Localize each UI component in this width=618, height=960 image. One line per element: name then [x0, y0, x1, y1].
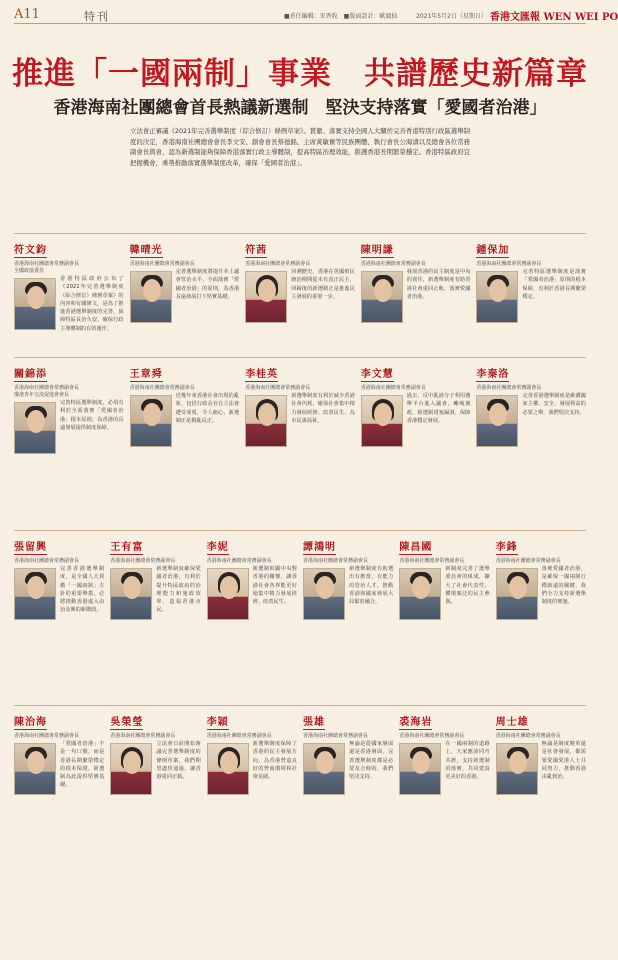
profile-name: 陳明謙	[361, 241, 394, 258]
profile-title: 香港海南社團總會常務副會長 瓊港青年交流促進會會長	[14, 385, 80, 398]
profile-quote: 新選舉制度有助選出有擔當、有能力的管治人才，推動香港與國家發展大局緊密融合。	[349, 566, 394, 606]
profile-quote: 立法會日前開始審議完善選舉制度的條例草案，我們期望盡快通過，讓香港重回正軌。	[156, 741, 201, 781]
profile-name: 關錦添	[14, 365, 47, 382]
profile-quote: 完善香港選舉制度，是全國人大貫徹「一國兩制」方針的重要舉措，必將推動香港進入由治及興的新階段。	[60, 566, 105, 614]
profile-title: 香港海南社團總會常務副會長	[110, 733, 176, 739]
portrait-photo	[496, 568, 538, 620]
profile-name: 李穎	[207, 713, 229, 730]
portrait-photo	[14, 278, 56, 330]
profile-title: 香港海南社團總會常務副會長	[206, 558, 272, 564]
profile-title: 香港海南社團總會常務副會長	[129, 385, 195, 391]
profile-card	[399, 710, 489, 948]
profile-title: 香港海南社團總會常務副會長	[14, 558, 80, 564]
portrait-photo	[130, 395, 172, 447]
profile-title: 香港海南社團總會常務副會長	[14, 733, 80, 739]
portrait-photo	[110, 568, 152, 620]
profile-title: 香港海南社團總會常務副會長	[303, 733, 369, 739]
profile-card	[245, 238, 355, 354]
portrait-photo	[245, 395, 287, 447]
profile-quote: 回溯歷史，香港在英國殖民統治期間從未有真正民主，回歸後的新選制正是推進民主發展的重要一步。	[291, 269, 355, 300]
profile-name: 譚鴻明	[303, 538, 336, 555]
profile-quote: 新選舉制度保障了香港的民主發展方向，為香港營造良好的營商環境和社會氛圍。	[252, 741, 297, 781]
profile-quote: 近幾年來香港社會出現的亂象，包括行政長官在立法會遭受辱罵，令人痛心，新選制正是撥亂反正。	[175, 393, 240, 424]
dateline: 2021年5月2日（星期日）	[416, 13, 487, 20]
profile-card	[130, 238, 240, 354]
profile-quote: 新選舉制度確保愛國者治港，有利於提升特區政府的治理能力和施政效率，造福香港市民。	[156, 566, 201, 614]
profile-name: 吳榮瑩	[110, 713, 143, 730]
profile-quote: 新選制彰顯中央對香港的關懷，讓香港社會各界能更好地集中精力發展經濟、改善民生。	[252, 566, 297, 606]
profile-name: 符茜	[245, 241, 267, 258]
portrait-photo	[476, 271, 518, 323]
portrait-photo	[14, 402, 56, 454]
profile-quote: 新選舉制度有利於減少香港社會內耗，確保社會集中精力發展經濟、改善民生，為市民謀福祉。	[291, 393, 355, 424]
portrait-photo	[207, 743, 249, 795]
profile-title: 香港海南社團總會常務副會長	[206, 733, 272, 739]
portrait-photo	[303, 743, 345, 795]
portrait-photo	[496, 743, 538, 795]
profile-card	[14, 362, 124, 527]
profile-name: 李妮	[207, 538, 229, 555]
profile-name: 韓晴光	[130, 241, 163, 258]
profile-name: 周士雄	[496, 713, 529, 730]
profile-title: 香港海南社團總會常務副會長	[360, 385, 426, 391]
profile-quote: 完善特區選舉制度是落實「愛國者治港」原則的根本保障，有利於香港長期繁榮穩定。	[522, 269, 586, 300]
profile-title: 香港海南社團總會常務副會長	[399, 558, 465, 564]
profile-card	[496, 535, 586, 703]
row-divider	[14, 530, 586, 531]
profile-title: 香港海南社團總會常務副會長	[129, 261, 195, 267]
profile-quote: 無論是從國家層面還是香港層面，完善選舉制度都是必要及合時的，我們堅決支持。	[349, 741, 394, 781]
profile-quote: 完善特區選舉制度，必須有利於全面落實「愛國者治港」根本原則，為香港的長遠發展提供制度保障。	[60, 400, 124, 431]
profile-name: 陳昌國	[399, 538, 432, 555]
profile-name: 裘海岩	[399, 713, 432, 730]
profile-card	[207, 535, 297, 703]
profile-card	[110, 710, 200, 948]
profile-quote: 無論是制度變革還是社會發展，都需要愛國愛港人士共同努力，推動香港由亂到治。	[541, 741, 586, 781]
profile-card	[14, 710, 104, 948]
profile-quote: 落實愛國者治港，是確保一國兩制行穩致遠的關鍵，我們全力支持新選舉制度的實施。	[541, 566, 586, 606]
row-divider	[14, 705, 586, 706]
portrait-photo	[14, 568, 56, 620]
headline: 推進「一國兩制」事業 共譜歷史新篇章	[12, 56, 588, 92]
profile-card	[361, 238, 471, 354]
portrait-photo	[207, 568, 249, 620]
profile-card	[14, 238, 124, 354]
profile-card	[245, 362, 355, 527]
profile-title: 香港海南社團總會常務副會長	[245, 261, 311, 267]
portrait-photo	[476, 395, 518, 447]
page-number: A11	[14, 7, 40, 22]
profile-card	[496, 710, 586, 948]
profile-card	[303, 535, 393, 703]
profile-quote: 完善香港選舉制度是維護國家主權、安全、發展利益的必要之舉，我們堅決支持。	[522, 393, 586, 416]
top-bar	[14, 7, 618, 24]
profile-card	[399, 535, 489, 703]
portrait-photo	[399, 743, 441, 795]
profile-name: 符文鈞	[14, 241, 47, 258]
profile-quote: 完善選舉制度將提升本土議會管治水平，全面落實「愛國者治港」的原則，為香港長遠發展打下堅實基礎。	[175, 269, 240, 300]
profile-title: 香港海南社團總會常務副會長	[476, 261, 542, 267]
profile-quote: 香港特區政府公布了《2021年完善選舉制度（綜合修訂）條例草案》的內容和有關條文，是為了推進香港選舉制度的完善，保障特區長治久安，確保行政主導體制的有效運作。	[60, 276, 124, 332]
profile-quote: 發展香港的民主制度是中央的責任，新選舉制度有助香港社會重回正軌，落實愛國者治港。	[406, 269, 471, 300]
profile-name: 李桂英	[245, 365, 278, 382]
profile-title: 香港海南社團總會常務副會長 全國政協委員	[14, 261, 80, 274]
profile-title: 香港海南社團總會常務副會長	[360, 261, 426, 267]
profile-name: 李文慧	[361, 365, 394, 382]
section-label: 特刊	[84, 10, 110, 23]
profile-name: 張留興	[14, 538, 47, 555]
profile-name: 李鋒	[496, 538, 518, 555]
profile-card	[14, 535, 104, 703]
row-divider	[14, 233, 586, 234]
portrait-photo	[14, 743, 56, 795]
portrait-photo	[110, 743, 152, 795]
subheadline: 香港海南社團總會首長熱議新選制 堅決支持落實「愛國者治港」	[53, 98, 547, 118]
profile-quote: 過去，反中亂港分子利用選舉平台進入議會，癱瘓施政，新選制堵塞漏洞，保障香港穩定發展。	[406, 393, 471, 424]
portrait-photo	[303, 568, 345, 620]
profile-card	[476, 238, 586, 354]
portrait-photo	[361, 271, 403, 323]
portrait-photo	[245, 271, 287, 323]
profile-title: 香港海南社團總會常務副會長	[495, 733, 561, 739]
portrait-photo	[130, 271, 172, 323]
profile-name: 陳治海	[14, 713, 47, 730]
profile-title: 香港海南社團總會常務副會長	[303, 558, 369, 564]
editor-credits: ■責任編輯：宋香收 ■版面設計：歐鳳仙	[284, 13, 398, 20]
row-divider	[14, 357, 586, 358]
lede-paragraph: 立法會正審議《2021年完善選舉制度（綜合修訂）條例草案》。貫徹、落實支持全國人大關於完善香港特別行政區選舉制度的決定，香港海南社團總會會長李文安、創會會長蔡德銘、主席黃敏奮等民族團體、執行會長公海濤以及總會各位常務副會長與會，認為新選制能夠保障香港落實行政主導體制，提高特區治理效能，維護香港長期繁榮穩定。香港特區政府宜把握機會，乘勢推動落實選舉制度改革，確保「愛國者治港」。	[130, 127, 470, 167]
portrait-photo	[399, 568, 441, 620]
profile-card	[207, 710, 297, 948]
profile-name: 王章舜	[130, 365, 163, 382]
profile-name: 張雄	[303, 713, 325, 730]
masthead-logo: 香港文匯報 WEN WEI PO	[490, 12, 618, 23]
profile-quote: 在一國兩制的道路上，大家應該同舟共濟，支持新選制的落實，共同建設更美好的香港。	[445, 741, 490, 781]
profile-quote: 新制度完善了選舉委員會的組成，擴大了社會代表性，體現廣泛的民主參與。	[445, 566, 490, 606]
profile-title: 香港海南社團總會常務副會長	[399, 733, 465, 739]
profile-quote: 「愛國者治港」不是一句口號，而是香港長期繁榮穩定的根本保證，新選制為此提供堅實基礎。	[60, 741, 105, 789]
profile-card	[110, 535, 200, 703]
profile-card	[130, 362, 240, 527]
profile-name: 李秦洛	[476, 365, 509, 382]
profile-name: 王有富	[110, 538, 143, 555]
profile-title: 香港海南社團總會常務副會長	[495, 558, 561, 564]
profile-title: 香港海南社團總會常務副會長	[476, 385, 542, 391]
profile-card	[303, 710, 393, 948]
profile-card	[476, 362, 586, 527]
profile-name: 鍾保加	[476, 241, 509, 258]
profile-card	[361, 362, 471, 527]
portrait-photo	[361, 395, 403, 447]
profile-title: 香港海南社團總會常務副會長	[245, 385, 311, 391]
profile-title: 香港海南社團總會常務副會長	[110, 558, 176, 564]
